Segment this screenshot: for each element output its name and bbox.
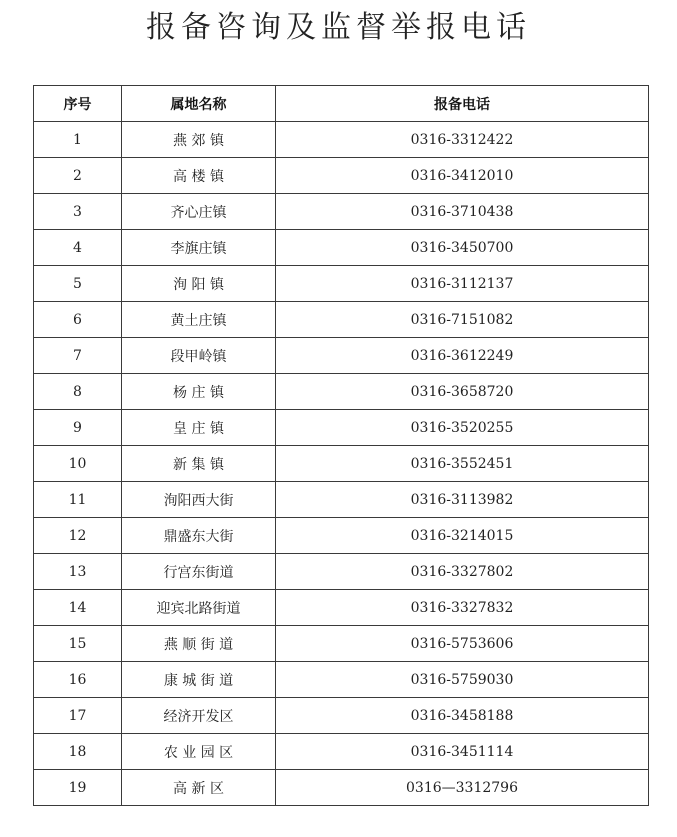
area-name: 新 集 镇 [122, 446, 276, 482]
table-row [34, 230, 649, 266]
phone-number: 0316-3450700 [276, 230, 649, 266]
row-number: 6 [34, 302, 122, 338]
table-row [34, 410, 649, 446]
phone-number: 0316-3312422 [276, 122, 649, 158]
phone-number: 0316-3112137 [276, 266, 649, 302]
table-row [34, 482, 649, 518]
row-number: 15 [34, 626, 122, 662]
row-number: 18 [34, 734, 122, 770]
area-name: 高 新 区 [122, 770, 276, 806]
table-row [34, 770, 649, 806]
phone-number: 0316—3312796 [276, 770, 649, 806]
table-row [34, 122, 649, 158]
contact-table [33, 85, 649, 806]
table-row [34, 590, 649, 626]
row-number: 3 [34, 194, 122, 230]
table-row [34, 446, 649, 482]
table-row [34, 734, 649, 770]
area-name: 李旗庄镇 [122, 230, 276, 266]
area-name: 燕 郊 镇 [122, 122, 276, 158]
phone-number: 0316-3612249 [276, 338, 649, 374]
table-row [34, 158, 649, 194]
row-number: 10 [34, 446, 122, 482]
phone-number: 0316-3658720 [276, 374, 649, 410]
area-name: 康 城 街 道 [122, 662, 276, 698]
table-row [34, 698, 649, 734]
row-number: 12 [34, 518, 122, 554]
area-name: 黄土庄镇 [122, 302, 276, 338]
phone-number: 0316-3520255 [276, 410, 649, 446]
row-number: 19 [34, 770, 122, 806]
row-number: 11 [34, 482, 122, 518]
row-number: 5 [34, 266, 122, 302]
area-name: 农 业 园 区 [122, 734, 276, 770]
row-number: 17 [34, 698, 122, 734]
table-header-row [34, 86, 649, 122]
table-row [34, 338, 649, 374]
phone-number: 0316-3214015 [276, 518, 649, 554]
row-number: 16 [34, 662, 122, 698]
area-name: 迎宾北路街道 [122, 590, 276, 626]
row-number: 7 [34, 338, 122, 374]
row-number: 14 [34, 590, 122, 626]
table-row [34, 374, 649, 410]
row-number: 13 [34, 554, 122, 590]
phone-number: 0316-3710438 [276, 194, 649, 230]
table-row [34, 518, 649, 554]
area-name: 皇 庄 镇 [122, 410, 276, 446]
row-number: 2 [34, 158, 122, 194]
page-title: 报备咨询及监督举报电话 [146, 10, 531, 45]
table-row [34, 626, 649, 662]
table-row [34, 302, 649, 338]
row-number: 8 [34, 374, 122, 410]
row-number: 4 [34, 230, 122, 266]
column-header-area-name: 属地名称 [122, 86, 276, 122]
phone-number: 0316-3327802 [276, 554, 649, 590]
area-name: 燕 顺 街 道 [122, 626, 276, 662]
column-header-number: 序号 [34, 86, 122, 122]
phone-number: 0316-3113982 [276, 482, 649, 518]
area-name: 段甲岭镇 [122, 338, 276, 374]
phone-number: 0316-3412010 [276, 158, 649, 194]
table-row [34, 194, 649, 230]
row-number: 9 [34, 410, 122, 446]
area-name: 洵阳西大街 [122, 482, 276, 518]
area-name: 高 楼 镇 [122, 158, 276, 194]
row-number: 1 [34, 122, 122, 158]
area-name: 齐心庄镇 [122, 194, 276, 230]
area-name: 洵 阳 镇 [122, 266, 276, 302]
phone-number: 0316-3552451 [276, 446, 649, 482]
area-name: 杨 庄 镇 [122, 374, 276, 410]
table-row [34, 662, 649, 698]
phone-number: 0316-3451114 [276, 734, 649, 770]
phone-number: 0316-5753606 [276, 626, 649, 662]
phone-number: 0316-3327832 [276, 590, 649, 626]
table-row [34, 554, 649, 590]
phone-number: 0316-3458188 [276, 698, 649, 734]
phone-number: 0316-5759030 [276, 662, 649, 698]
phone-number: 0316-7151082 [276, 302, 649, 338]
area-name: 行宫东街道 [122, 554, 276, 590]
area-name: 经济开发区 [122, 698, 276, 734]
area-name: 鼎盛东大街 [122, 518, 276, 554]
table-row [34, 266, 649, 302]
column-header-phone: 报备电话 [276, 86, 649, 122]
